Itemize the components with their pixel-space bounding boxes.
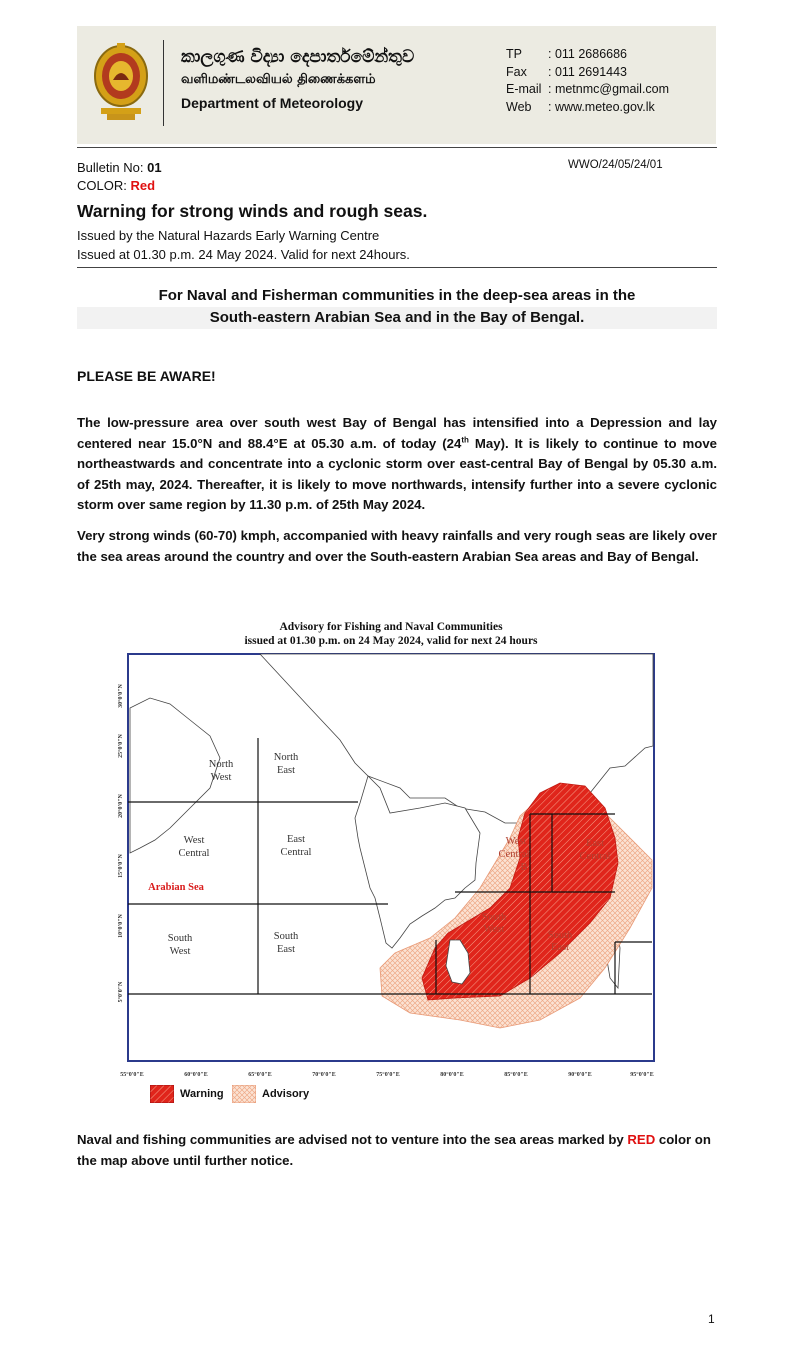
region-north-west-l1: North <box>208 759 234 770</box>
bulletin-number-label: Bulletin No: <box>77 160 148 175</box>
paragraph-text: The low-pressure area over south west Bay of Bengal has intensified into a Depression and lay centered near 15.0°N and 88.4°E at 05.30 a.m. of today (24 <box>77 415 717 451</box>
superscript-th: th <box>461 435 469 445</box>
lon-tick-85: 85°0'0"E <box>504 1072 528 1078</box>
department-name-sinhala: කාලගුණ විද්‍යා දෙපාර්තමේන්තුව <box>181 47 415 67</box>
contact-email <box>506 81 669 99</box>
contact-label: TP <box>506 47 522 61</box>
region-north-west-l2: West <box>210 772 232 783</box>
contact-label: Fax <box>506 64 527 79</box>
notice-red-word: RED <box>627 1132 656 1147</box>
legend-warning-label: Warning <box>180 1088 224 1100</box>
bay-south-east-l2: East <box>550 942 570 953</box>
bulletin-reference: WWO/24/05/24/01 <box>568 159 663 171</box>
department-name-english: Department of Meteorology <box>181 95 364 111</box>
bulletin-title: Warning for strong winds and rough seas. <box>77 201 428 221</box>
contact-value: : 011 2686686 <box>548 47 628 61</box>
region-east-central-l2: Central <box>280 847 312 858</box>
notice-text: Naval and fishing communities are advised not to venture into the sea areas marked by <box>77 1132 628 1147</box>
wind-paragraph: Very strong winds (60-70) kmph, accompanied with heavy rainfalls and very rough seas are likely over the sea areas around the country and over the South-eastern Arabian Sea areas and Bay of Bengal. <box>77 528 717 564</box>
map-title: Advisory for Fishing and Naval Communities <box>279 621 503 633</box>
lon-tick-70: 70°0'0"E <box>312 1072 336 1078</box>
contact-value[interactable]: : metnmc@gmail.com <box>548 82 670 96</box>
arabian-sea-label: Arabian Sea <box>148 882 204 893</box>
lon-tick-90: 90°0'0"E <box>568 1072 592 1078</box>
bulletin-color-value: Red <box>130 178 156 193</box>
notice-text: color on the map above until further notice. <box>77 1132 711 1168</box>
bulletin-number <box>77 159 162 177</box>
contact-value[interactable]: : www.meteo.gov.lk <box>548 99 655 114</box>
legend-advisory-label: Advisory <box>262 1088 310 1100</box>
lat-tick-20: 20°0'0"N <box>118 794 124 818</box>
lon-tick-80: 80°0'0"E <box>440 1072 464 1078</box>
bay-east-central-l1: East <box>585 838 605 849</box>
region-south-east-l1: South <box>273 931 299 942</box>
region-south-west-l2: West <box>169 946 191 957</box>
legend-warning <box>150 1085 224 1103</box>
region-west-central-l2: Central <box>178 848 210 859</box>
meta-rule <box>77 267 717 268</box>
bay-west-central-l2: Central <box>498 849 530 860</box>
region-east-central-l1: East <box>286 834 306 845</box>
letterhead <box>77 26 716 144</box>
lon-tick-55: 55°0'0"E <box>120 1072 144 1078</box>
lat-tick-15: 15°0'0"N <box>118 854 124 878</box>
lon-tick-75: 75°0'0"E <box>376 1072 400 1078</box>
department-name-tamil: வளிமண்டலவியல் திணைக்களம் <box>181 72 376 87</box>
department-names <box>181 44 414 116</box>
region-north-east-l2: East <box>276 765 296 776</box>
contact-value: : 011 2691443 <box>548 64 628 79</box>
map-subtitle: issued at 01.30 p.m. on 24 May 2024, valid for next 24 hours <box>244 635 538 647</box>
contact-details <box>506 46 669 116</box>
lat-tick-30: 30°0'0"N <box>118 684 124 708</box>
region-south-west-l1: South <box>167 933 193 944</box>
sri-lanka-emblem-icon <box>93 40 149 122</box>
contact-label: Web <box>506 99 532 114</box>
lon-tick-65: 65°0'0"E <box>248 1072 272 1078</box>
bay-south-west-l1: South <box>481 912 507 923</box>
bay-label: B <box>520 862 528 873</box>
contact-fax <box>506 64 669 82</box>
contact-phone <box>506 46 669 64</box>
aware-heading: PLEASE BE AWARE! <box>77 368 216 384</box>
issued-at: Issued at 01.30 p.m. 24 May 2024. Valid for next 24hours. <box>77 247 410 262</box>
letterhead-divider <box>163 40 164 126</box>
bay-east-central-l2: Central <box>579 851 611 862</box>
paragraph-text: May). It is likely to continue to move northeastwards and concentrate into a cyclonic storm over east-central Bay of Bengal by 05.30 a.m. of 25th may, 2024. Thereafter, it is likely to move northwards, intensify further into a severe cyclonic storm over same region by 11.30 p.m. of 25th May 2024. <box>77 435 718 512</box>
contact-label: E-mail <box>506 82 542 96</box>
bulletin-color-label: COLOR: <box>77 178 131 193</box>
audience-line-1: For Naval and Fisherman communities in the deep-sea areas in the <box>158 287 636 304</box>
lat-tick-10: 10°0'0"N <box>118 914 124 938</box>
region-west-central-l1: West <box>183 835 205 846</box>
legend-advisory <box>232 1085 309 1103</box>
bay-west-central-l1: West <box>505 836 527 847</box>
lon-tick-60: 60°0'0"E <box>184 1072 208 1078</box>
region-south-east-l2: East <box>276 944 296 955</box>
contact-web <box>506 99 669 117</box>
advisory-map <box>110 648 660 1084</box>
region-north-east-l1: North <box>273 752 299 763</box>
depression-paragraph <box>77 413 717 516</box>
lon-tick-95: 95°0'0"E <box>630 1072 654 1078</box>
header-rule <box>77 147 717 148</box>
warning-swatch-icon <box>150 1085 174 1103</box>
lat-tick-5: 5°0'0"N <box>118 981 124 1003</box>
page-number: 1 <box>708 1312 715 1326</box>
notice-paragraph <box>77 1130 717 1171</box>
lat-tick-25: 25°0'0"N <box>118 734 124 758</box>
bay-south-east-l1: South <box>547 930 573 941</box>
bay-south-west-l2: West <box>483 924 505 935</box>
issued-by: Issued by the Natural Hazards Early Warning Centre <box>77 228 380 243</box>
advisory-swatch-icon <box>232 1085 256 1103</box>
bulletin-number-value: 01 <box>147 160 162 175</box>
audience-heading <box>77 285 717 329</box>
bulletin-color <box>77 177 155 195</box>
audience-line-2: South-eastern Arabian Sea and in the Bay of Bengal. <box>77 307 717 329</box>
